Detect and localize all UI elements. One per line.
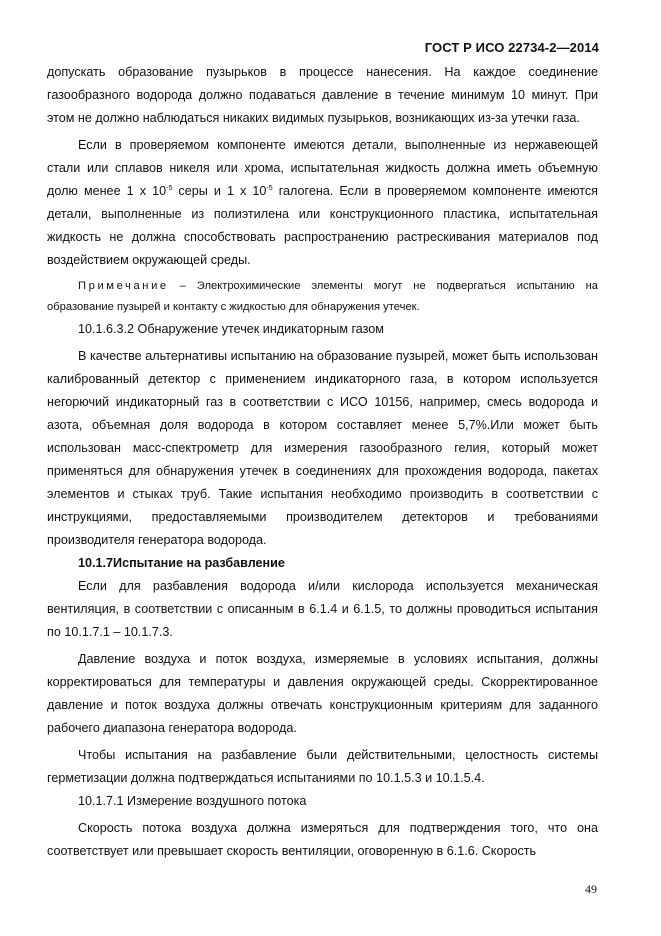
page-number: 49 xyxy=(585,882,597,896)
paragraph-text: серы и 1 x 10 xyxy=(172,184,267,198)
paragraph-airflow-measurement: Скорость потока воздуха должна измеряться для подтверждения того, что она соответствует или превышает скорость вентиляции, оговоренную в 6.1.6. Скорость xyxy=(47,821,598,858)
section-heading-10-1-7: 10.1.7Испытание на разбавление xyxy=(78,556,285,570)
exponent: -5 xyxy=(266,185,273,192)
paragraph-tracer-gas-detection: В качестве альтернативы испытанию на образование пузырей, может быть использован калиброванный детектор с применением индикаторного газа, в котором используется негорючий индикаторный газ в соответствии с ИСО 10156, например, смесь водорода и азота, объемная доля водорода в котором составляет менее 5,7%.Или может быть использован масс-спектрометр для измерения газообразного гелия, который может применяться для обнаружения утечек в соединениях для прохождения водорода, пакетах элементов и стыках труб. Такие испытания необходимо производить в соответствии с инструкциями, предоставляемыми производителем детекторов и требованиями производителя генератора водорода. xyxy=(47,349,598,547)
exponent: -5 xyxy=(166,185,173,192)
paragraph-mechanical-ventilation: Если для разбавления водорода и/или кислорода используется механическая вентиляция, в соответствии с описанным в 6.1.4 и 6.1.5, то должны проводиться испытания по 10.1.7.1 – 10.1.7.3. xyxy=(47,579,598,639)
note xyxy=(47,276,598,318)
document-header: ГОСТ Р ИСО 22734-2—2014 xyxy=(424,40,599,55)
page-body xyxy=(47,61,598,863)
section-heading-10-1-7-1: 10.1.7.1 Измерение воздушного потока xyxy=(78,794,307,808)
paragraph-sealing-integrity: Чтобы испытания на разбавление были действительными, целостность системы герметизации должна подтверждаться испытаниями по 10.1.5.3 и 10.1.5.4. xyxy=(47,748,598,785)
paragraph-test-liquid-composition xyxy=(47,134,598,272)
paragraph-text: Если в проверяемом компоненте имеются детали, выполненные из нержавеющей стали или сплавов никеля или хрома, испытательная жидкость должна иметь объемную долю менее 1 x 10 xyxy=(47,138,598,198)
paragraph-bubble-test-continuation: допускать образование пузырьков в процессе нанесения. На каждое соединение газообразного водорода должно подаваться давление в течение минимум 10 минут. При этом не должно наблюдаться никаких видимых пузырьков, возникающих из-за утечки газа. xyxy=(47,65,598,125)
paragraph-air-pressure-correction: Давление воздуха и поток воздуха, измеряемые в условиях испытания, должны корректироваться для температуры и давления окружающей среды. Скорректированное давление и поток воздуха должны отвечать конструкционным критериям для заданного рабочего диапазона генератора водорода. xyxy=(47,652,598,735)
note-label: Примечание xyxy=(78,280,169,292)
note-text: – Электрохимические элементы могут не подвергаться испытанию на образование пузырей и контакту с жидкостью для обнаружения утечек. xyxy=(47,280,598,313)
paragraph-text: галогена. Если в проверяемом компоненте имеются детали, выполненные из полиэтилена или конструкционного пластика, испытательная жидкость не должна способствовать распространению растрескивания материалов под воздействием окружающей среды. xyxy=(47,184,598,267)
section-heading-10-1-6-3-2: 10.1.6.3.2 Обнаружение утечек индикаторным газом xyxy=(78,322,384,336)
